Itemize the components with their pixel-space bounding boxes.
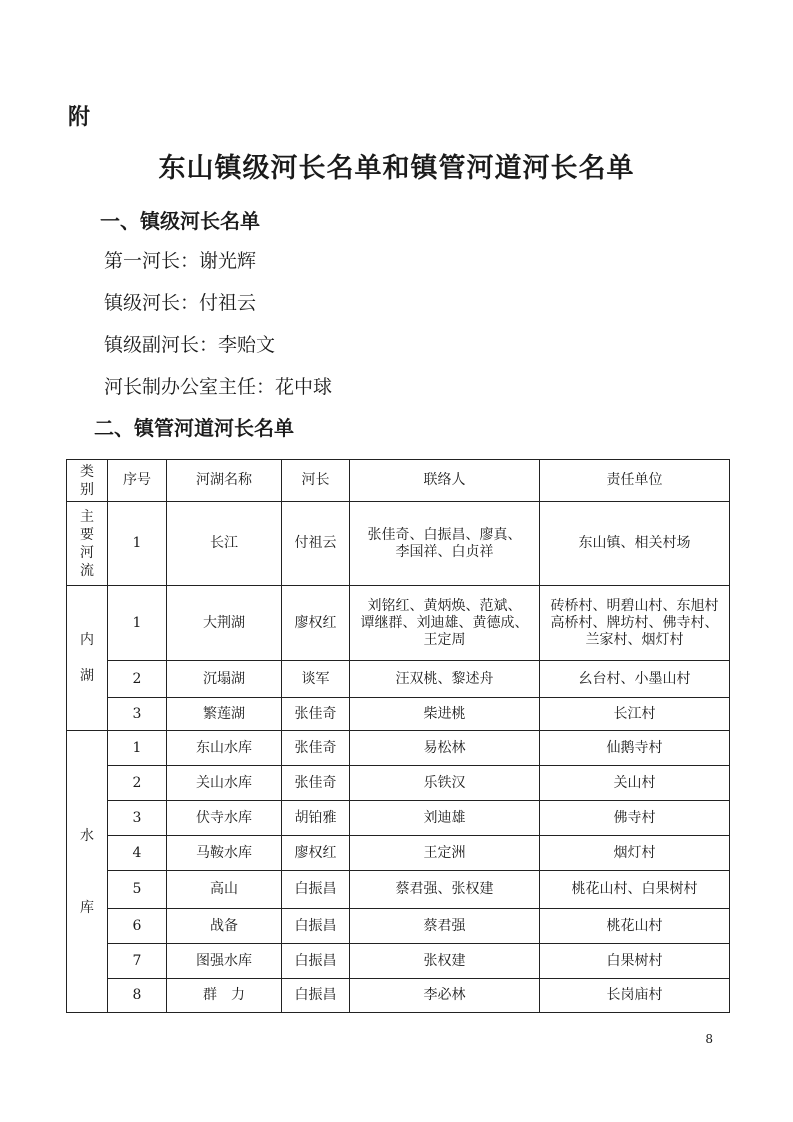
cell-number: 5 bbox=[108, 871, 167, 909]
cell-unit: 佛寺村 bbox=[540, 801, 730, 836]
cell-number: 1 bbox=[108, 502, 167, 586]
cell-unit: 桃花山村 bbox=[540, 909, 730, 944]
table-row bbox=[67, 731, 730, 766]
table-row bbox=[67, 836, 730, 871]
category-reservoirs: 水 库 bbox=[67, 731, 108, 1013]
header-responsible-unit: 责任单位 bbox=[540, 460, 730, 502]
table-row bbox=[67, 766, 730, 801]
cell-contact: 张佳奇、白振昌、廖真、 李国祥、白贞祥 bbox=[350, 502, 540, 586]
cell-unit: 长岗庙村 bbox=[540, 979, 730, 1013]
deputy-river-chief-line: 镇级副河长：李贻文 bbox=[104, 334, 276, 356]
cell-name: 繁莲湖 bbox=[167, 698, 282, 731]
cell-contact: 刘迪雄 bbox=[350, 801, 540, 836]
cell-number: 7 bbox=[108, 944, 167, 979]
cell-unit: 幺台村、小墨山村 bbox=[540, 661, 730, 698]
cell-name: 大荆湖 bbox=[167, 586, 282, 661]
cell-chief: 白振昌 bbox=[282, 909, 350, 944]
cell-unit: 长江村 bbox=[540, 698, 730, 731]
cell-contact: 蔡君强、张权建 bbox=[350, 871, 540, 909]
page-number: 8 bbox=[705, 1032, 713, 1046]
cell-unit: 仙鹅寺村 bbox=[540, 731, 730, 766]
cell-chief: 付祖云 bbox=[282, 502, 350, 586]
table-row bbox=[67, 698, 730, 731]
cell-unit: 烟灯村 bbox=[540, 836, 730, 871]
cell-contact: 李必林 bbox=[350, 979, 540, 1013]
cell-name: 伏寺水库 bbox=[167, 801, 282, 836]
cell-chief: 白振昌 bbox=[282, 979, 350, 1013]
header-number: 序号 bbox=[108, 460, 167, 502]
category-main-rivers: 主 要 河 流 bbox=[67, 502, 108, 586]
header-river-lake-name: 河湖名称 bbox=[167, 460, 282, 502]
cell-unit: 东山镇、相关村场 bbox=[540, 502, 730, 586]
table-row bbox=[67, 871, 730, 909]
category-inner-lakes: 内 湖 bbox=[67, 586, 108, 731]
cell-number: 4 bbox=[108, 836, 167, 871]
cell-chief: 白振昌 bbox=[282, 944, 350, 979]
cell-contact: 张权建 bbox=[350, 944, 540, 979]
cell-contact: 易松林 bbox=[350, 731, 540, 766]
cell-chief: 胡铂雅 bbox=[282, 801, 350, 836]
cell-name: 战备 bbox=[167, 909, 282, 944]
table-row bbox=[67, 801, 730, 836]
cell-name: 高山 bbox=[167, 871, 282, 909]
cell-number: 8 bbox=[108, 979, 167, 1013]
cell-contact: 王定洲 bbox=[350, 836, 540, 871]
cell-contact: 汪双桃、黎述舟 bbox=[350, 661, 540, 698]
cell-chief: 张佳奇 bbox=[282, 698, 350, 731]
cell-contact: 刘铭红、黄炳焕、范斌、 谭继群、刘迪雄、黄德成、 王定周 bbox=[350, 586, 540, 661]
header-contact: 联络人 bbox=[350, 460, 540, 502]
town-river-chief-line: 镇级河长：付祖云 bbox=[104, 292, 257, 314]
cell-unit: 桃花山村、白果树村 bbox=[540, 871, 730, 909]
cell-contact: 柴进桃 bbox=[350, 698, 540, 731]
cell-number: 2 bbox=[108, 766, 167, 801]
cell-chief: 白振昌 bbox=[282, 871, 350, 909]
cell-name: 群 力 bbox=[167, 979, 282, 1013]
cell-number: 1 bbox=[108, 586, 167, 661]
section1-heading: 一、镇级河长名单 bbox=[100, 209, 260, 233]
cell-unit: 白果树村 bbox=[540, 944, 730, 979]
attachment-label: 附 bbox=[68, 105, 91, 130]
cell-chief: 廖权红 bbox=[282, 836, 350, 871]
cell-name: 沉塌湖 bbox=[167, 661, 282, 698]
table-row bbox=[67, 661, 730, 698]
table-row bbox=[67, 979, 730, 1013]
cell-chief: 廖权红 bbox=[282, 586, 350, 661]
office-director-line: 河长制办公室主任：花中球 bbox=[104, 376, 333, 398]
header-category: 类 别 bbox=[67, 460, 108, 502]
cell-chief: 张佳奇 bbox=[282, 731, 350, 766]
cell-name: 东山水库 bbox=[167, 731, 282, 766]
cell-contact: 蔡君强 bbox=[350, 909, 540, 944]
table-row bbox=[67, 909, 730, 944]
cell-chief: 谈军 bbox=[282, 661, 350, 698]
cell-number: 6 bbox=[108, 909, 167, 944]
section2-heading: 二、镇管河道河长名单 bbox=[94, 416, 294, 440]
table-row bbox=[67, 944, 730, 979]
cell-name: 图强水库 bbox=[167, 944, 282, 979]
first-river-chief-line: 第一河长：谢光辉 bbox=[104, 250, 257, 272]
cell-number: 2 bbox=[108, 661, 167, 698]
cell-name: 关山水库 bbox=[167, 766, 282, 801]
cell-chief: 张佳奇 bbox=[282, 766, 350, 801]
cell-unit: 砖桥村、明碧山村、东旭村 高桥村、牌坊村、佛寺村、 兰家村、烟灯村 bbox=[540, 586, 730, 661]
table-row bbox=[67, 586, 730, 661]
cell-name: 马鞍水库 bbox=[167, 836, 282, 871]
cell-contact: 乐铁汉 bbox=[350, 766, 540, 801]
cell-number: 3 bbox=[108, 801, 167, 836]
table-header-row bbox=[67, 460, 730, 502]
cell-number: 3 bbox=[108, 698, 167, 731]
cell-name: 长江 bbox=[167, 502, 282, 586]
cell-number: 1 bbox=[108, 731, 167, 766]
river-chief-table bbox=[66, 459, 730, 1013]
cell-unit: 关山村 bbox=[540, 766, 730, 801]
table-row bbox=[67, 502, 730, 586]
page-title: 东山镇级河长名单和镇管河道河长名单 bbox=[158, 153, 635, 184]
header-river-chief: 河长 bbox=[282, 460, 350, 502]
